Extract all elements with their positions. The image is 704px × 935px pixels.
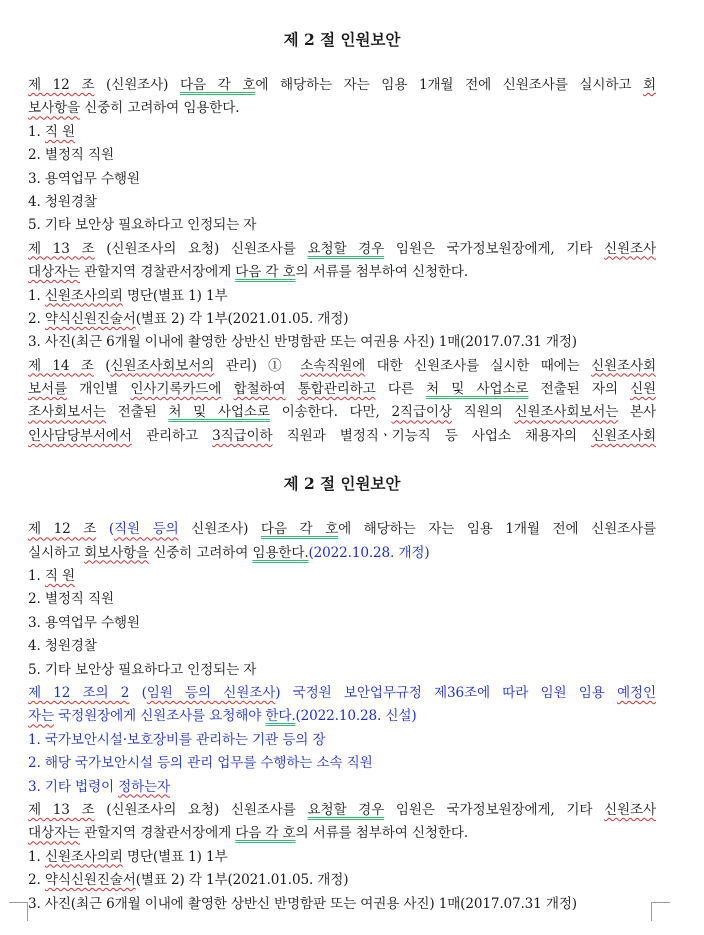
text-segment: 국정원장에게 신원조사를 요청해야 <box>53 708 266 725</box>
section-divider-space <box>28 448 656 466</box>
spellcheck-flagged-text: 신원조사 <box>604 801 656 818</box>
text-line <box>28 682 656 705</box>
spellcheck-flagged-text: 인사기록카드에 <box>130 381 222 398</box>
text-segment <box>221 381 233 397</box>
text-line <box>28 238 656 261</box>
text-segment: 1. <box>28 123 45 140</box>
spellcheck-flagged-text: 조사회보서는 <box>28 404 106 421</box>
text-segment: 관리) ① <box>214 357 301 374</box>
text-line <box>28 635 656 658</box>
text-line <box>28 355 656 378</box>
text-segment: 본사 <box>618 404 656 421</box>
text-line <box>28 846 656 869</box>
text-line <box>28 705 656 728</box>
spellcheck-flagged-text: 자는 <box>28 708 54 725</box>
text-line <box>28 401 656 424</box>
text-segment: ) 국정원 보안업무규정 제36조에 따라 임원 임용 <box>275 684 618 701</box>
grammar-flagged-text: 다음 각 호 <box>235 825 296 842</box>
text-segment: 이송한다. 다만, <box>269 404 392 421</box>
text-segment: (2022.10.28. 신설) <box>295 708 417 725</box>
spellcheck-flagged-text: 약식신원진술서 <box>44 310 136 327</box>
spellcheck-flagged-text: 인사담당부서에서 <box>28 427 132 444</box>
text-segment: 2. 별정직 직원 <box>28 591 114 608</box>
grammar-flagged-text: 요청할 경우 <box>307 240 385 257</box>
spellcheck-flagged-text: 신원조사회 <box>591 357 656 374</box>
section-title: 제 2 절 인원보안 <box>283 30 401 49</box>
text-segment: 1. 국가보안시설·보호장비를 관리하는 기관 등의 장 <box>28 731 326 748</box>
section-after <box>28 472 656 916</box>
spellcheck-flagged-text: 제 14 조 <box>28 357 94 374</box>
text-segment: 다른 <box>375 381 427 398</box>
grammar-flagged-text: 다음 각 호 <box>260 521 339 538</box>
text-segment: 전출된 자의 <box>528 381 631 398</box>
text-line <box>28 261 656 284</box>
spellcheck-flagged-text: 제 12 조 <box>28 521 97 538</box>
spellcheck-flagged-text: 3직급이하 <box>212 427 273 444</box>
text-segment <box>285 381 297 397</box>
document-page <box>28 22 656 916</box>
text-segment: (2022.10.28. 개정) <box>308 544 430 561</box>
spellcheck-flagged-text: 신원조사의뢰 <box>44 287 123 304</box>
text-line <box>28 612 656 635</box>
text-line <box>28 191 656 214</box>
text-segment: (신원조사의 요청) 신원조사를 <box>94 240 308 257</box>
spacer <box>28 496 656 518</box>
text-segment: 임원은 국가정보원장에게, 기타 <box>384 801 605 818</box>
text-segment: 직원의 <box>451 404 515 421</box>
text-segment: 1. <box>28 568 45 585</box>
text-segment: 3. 사진(최근 6개월 이내에 촬영한 상반신 반명함판 또는 여권용 사진) 1매(2017.07.31 개정) <box>28 334 577 351</box>
text-segment: 2. 별정직 직원 <box>28 147 114 164</box>
spellcheck-flagged-text: 신원조사회보서의 <box>110 357 215 374</box>
text-line <box>28 776 656 799</box>
text-segment: 명단(별표 1) 1부 <box>122 848 228 865</box>
text-line <box>28 74 656 97</box>
spellcheck-flagged-text: 신원조사회보서는 <box>514 404 619 421</box>
text-line <box>28 331 656 354</box>
text-line <box>28 869 656 892</box>
text-line <box>28 729 656 752</box>
page-corner-mark-left <box>9 902 28 921</box>
text-segment: 5. 기타 보안상 필요하다고 인정되는 자 <box>28 217 257 234</box>
text-line <box>28 822 656 845</box>
text-line <box>28 214 656 237</box>
text-segment: 4. 청원경찰 <box>28 638 97 655</box>
text-line <box>28 659 656 682</box>
spellcheck-flagged-text: 보사항을 <box>28 100 80 117</box>
text-line <box>28 97 656 120</box>
text-line <box>28 425 656 448</box>
spellcheck-flagged-text: 신원조사의뢰 <box>44 848 123 865</box>
spellcheck-flagged-text: 직 원 <box>44 123 75 140</box>
text-line <box>28 285 656 308</box>
text-line <box>28 799 656 822</box>
text-segment: 에 해당하는 자는 임용 1개월 전에 신원조사를 실시하고 <box>255 77 644 93</box>
text-segment: ( <box>129 684 147 701</box>
text-segment: 전출된 <box>105 404 169 421</box>
text-segment: 실시하고 <box>28 544 85 561</box>
spellcheck-flagged-text: 신원조사회 <box>591 427 656 444</box>
text-segment: 신중히 고려하여 <box>149 544 253 561</box>
text-segment: 3. 사진(최근 6개월 이내에 촬영한 상반신 반명함판 또는 여권용 사진) 1매(2017.07.31 개정) <box>28 895 577 912</box>
text-segment: 개인별 <box>66 381 131 398</box>
text-line <box>28 378 656 401</box>
spellcheck-flagged-text: 통합관리하고 <box>297 381 376 398</box>
text-segment: (신원조사의 요청) 신원조사를 <box>94 801 308 818</box>
text-line <box>28 168 656 191</box>
text-segment: (신원조사) <box>94 77 180 93</box>
text-segment: 2. <box>28 310 45 327</box>
spellcheck-flagged-text: 신원조사 <box>604 240 656 257</box>
grammar-flagged-text: 임용한다. <box>252 544 309 561</box>
spellcheck-flagged-text: 직 원 <box>44 568 75 585</box>
text-segment: 1. <box>28 287 45 304</box>
spellcheck-flagged-text: 정하는자 <box>118 778 171 795</box>
section-body <box>28 74 656 448</box>
text-line <box>28 565 656 588</box>
text-segment: 신원조사) <box>178 521 261 538</box>
grammar-flagged-text: 처 및 사업소로 <box>426 381 529 398</box>
text-segment: 직원과 별정직ㆍ기능직 등 사업소 채용자의 <box>272 427 592 444</box>
spellcheck-flagged-text: 회 <box>643 77 656 93</box>
text-segment: 임원은 국가정보원장에게, 기타 <box>384 240 605 257</box>
section-before <box>28 28 656 448</box>
spellcheck-flagged-text: 소속직원에 <box>300 357 366 374</box>
text-segment: 3. 기타 법령이 <box>28 778 119 795</box>
section-body <box>28 518 656 916</box>
text-segment: (별표 2) 각 1부(2021.01.05. 개정) <box>135 872 349 889</box>
text-segment: 의 서류를 첨부하여 신청한다. <box>295 825 468 842</box>
text-segment: 의 서류를 첨부하여 신청한다. <box>295 264 468 281</box>
text-segment: 명단(별표 1) 1부 <box>122 287 228 304</box>
section-title: 제 2 절 인원보안 <box>283 474 401 494</box>
text-line <box>28 588 656 611</box>
text-segment: (별표 2) 각 1부(2021.01.05. 개정) <box>135 310 349 327</box>
text-segment: 관할지역 경찰관서장에게 <box>79 825 236 842</box>
text-segment: 관리하고 <box>131 427 213 444</box>
grammar-flagged-text: 다음 각 호 <box>235 264 296 281</box>
spellcheck-flagged-text: 회보사항을 <box>84 544 150 561</box>
text-segment: 신중히 고려하여 임용한다. <box>79 100 240 117</box>
grammar-flagged-text: 요청할 경우 <box>307 801 385 818</box>
grammar-flagged-text: 한다. <box>265 708 296 725</box>
text-segment: 에 해당하는 자는 임용 1개월 전에 신원조사를 <box>338 521 656 538</box>
text-segment: 1. <box>28 848 45 865</box>
text-segment: 관할지역 경찰관서장에게 <box>79 264 236 281</box>
text-segment: 3. 용역업무 수행원 <box>28 614 140 631</box>
grammar-flagged-text: 다음 각 호 <box>180 77 256 93</box>
text-segment: 2. <box>28 872 45 889</box>
grammar-flagged-text: 처 및 사업소로 <box>168 404 270 421</box>
spellcheck-flagged-text: 대상자는 <box>28 264 80 281</box>
spellcheck-flagged-text: 제 12 조의 2 <box>28 684 130 701</box>
text-line <box>28 144 656 167</box>
text-line <box>28 121 656 144</box>
spellcheck-flagged-text: 직원 등의 <box>114 521 179 538</box>
spellcheck-flagged-text: 2직급이상 <box>391 404 452 421</box>
text-segment: 2. 해당 국가보안시설 등의 관리 업무를 수행하는 소속 직원 <box>28 755 373 772</box>
spellcheck-flagged-text: 보서를 <box>28 381 67 398</box>
spellcheck-flagged-text: 임원 등의 신원조사 <box>146 684 276 701</box>
spellcheck-flagged-text: 제 12 조 <box>28 77 95 93</box>
spellcheck-flagged-text: 제 13 조 <box>28 801 95 818</box>
text-segment: 3. 용역업무 수행원 <box>28 170 140 187</box>
text-segment: 5. 기타 보안상 필요하다고 인정되는 자 <box>28 661 257 678</box>
spacer <box>28 52 656 74</box>
text-segment: 대한 신원조사를 실시한 때에는 <box>365 357 592 374</box>
text-line <box>28 752 656 775</box>
text-segment: 4. 청원경찰 <box>28 193 97 210</box>
text-segment: ( <box>93 357 111 374</box>
spellcheck-flagged-text: 대상자는 <box>28 825 80 842</box>
text-segment: ( <box>96 521 114 538</box>
spellcheck-flagged-text: 제 13 조 <box>28 240 95 257</box>
page-corner-mark-right <box>651 902 670 921</box>
spellcheck-flagged-text: 예정인 <box>617 684 656 701</box>
text-line <box>28 518 656 541</box>
spellcheck-flagged-text: 약식신원진술서 <box>44 872 136 889</box>
spellcheck-flagged-text: 합철하여 <box>233 381 286 398</box>
text-line <box>28 893 656 916</box>
text-line <box>28 308 656 331</box>
spellcheck-flagged-text: 신원 <box>630 381 656 398</box>
text-line <box>28 542 656 565</box>
